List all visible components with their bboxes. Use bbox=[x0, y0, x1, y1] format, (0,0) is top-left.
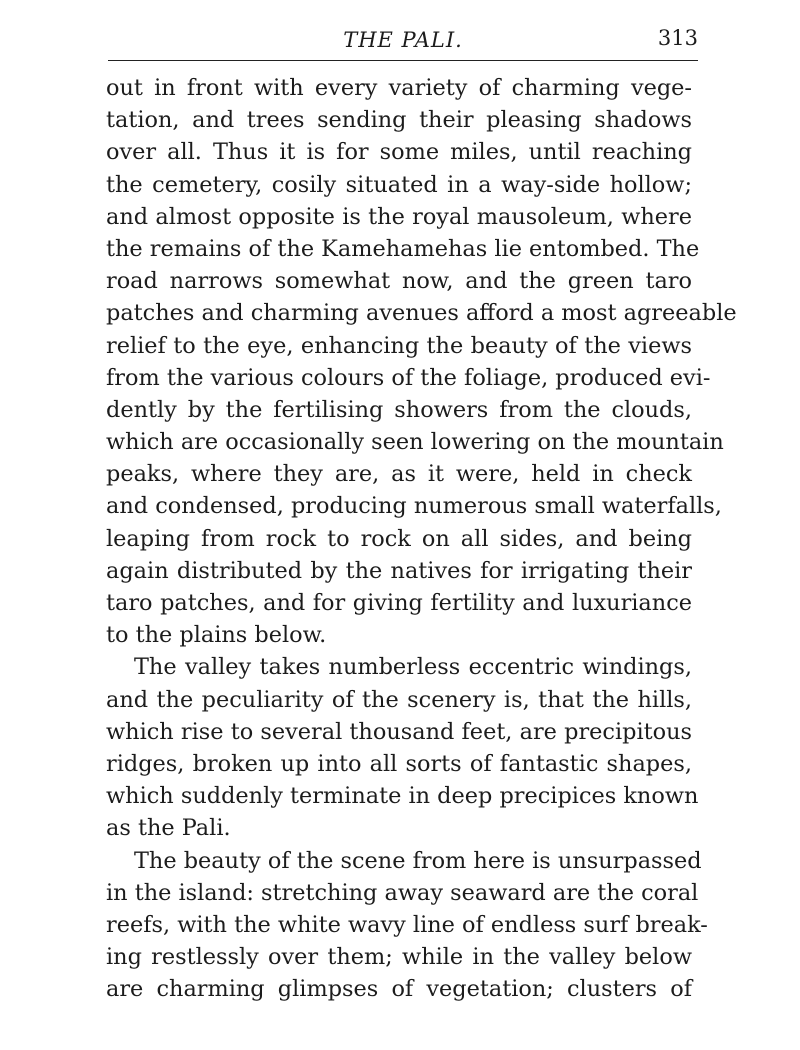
text-line: patches and charming avenues afford a most agreeable bbox=[106, 300, 737, 327]
text-line: relief to the eye, enhancing the beauty of the views bbox=[106, 332, 692, 359]
text-line: road narrows somewhat now, and the green taro bbox=[106, 268, 692, 295]
text-line: and the peculiarity of the scenery is, that the hills, bbox=[106, 686, 692, 713]
page-number: 313 bbox=[657, 26, 698, 50]
text-line: leaping from rock to rock on all sides, and being bbox=[106, 525, 692, 552]
text-line: and condensed, producing numerous small waterfalls, bbox=[106, 493, 722, 520]
text-line: over all. Thus it is for some miles, until reaching bbox=[106, 139, 692, 166]
text-line: peaks, where they are, as it were, held in check bbox=[106, 461, 692, 488]
text-line: the remains of the Kamehamehas lie entombed. The bbox=[106, 235, 700, 262]
body-text bbox=[106, 72, 737, 1005]
header-rule bbox=[108, 60, 698, 61]
text-line: dently by the fertilising showers from the clouds, bbox=[106, 396, 692, 423]
text-line: which are occasionally seen lowering on the mountain bbox=[106, 429, 724, 456]
text-line: which rise to several thousand feet, are precipitous bbox=[106, 718, 692, 745]
text-line: out in front with every variety of charming vege- bbox=[106, 75, 692, 101]
text-line: reefs, with the white wavy line of endless surf break- bbox=[106, 911, 708, 938]
text-line: The beauty of the scene from here is unsurpassed bbox=[134, 847, 702, 874]
text-line: in the island: stretching away seaward are the coral bbox=[106, 879, 699, 906]
text-line: from the various colours of the foliage, produced evi- bbox=[106, 364, 711, 391]
text-line: and almost opposite is the royal mausoleum, where bbox=[106, 203, 692, 230]
text-line: taro patches, and for giving fertility and luxuriance bbox=[106, 590, 692, 616]
text-line: ridges, broken up into all sorts of fantastic shapes, bbox=[106, 750, 692, 777]
text-line: The valley takes numberless eccentric windings, bbox=[134, 654, 692, 681]
text-line: to the plains below. bbox=[106, 622, 327, 649]
running-head bbox=[108, 22, 698, 54]
text-line: again distributed by the natives for irrigating their bbox=[106, 557, 692, 584]
text-line: ing restlessly over them; while in the valley below bbox=[106, 944, 692, 971]
text-line: are charming glimpses of vegetation; clusters of bbox=[106, 976, 692, 1003]
text-line: which suddenly terminate in deep precipices known bbox=[106, 783, 699, 810]
text-line: tation, and trees sending their pleasing shadows bbox=[106, 107, 692, 134]
text-line: the cemetery, cosily situated in a way-side hollow; bbox=[106, 171, 692, 198]
running-title: THE PALI. bbox=[343, 28, 463, 52]
text-line: as the Pali. bbox=[106, 815, 231, 842]
